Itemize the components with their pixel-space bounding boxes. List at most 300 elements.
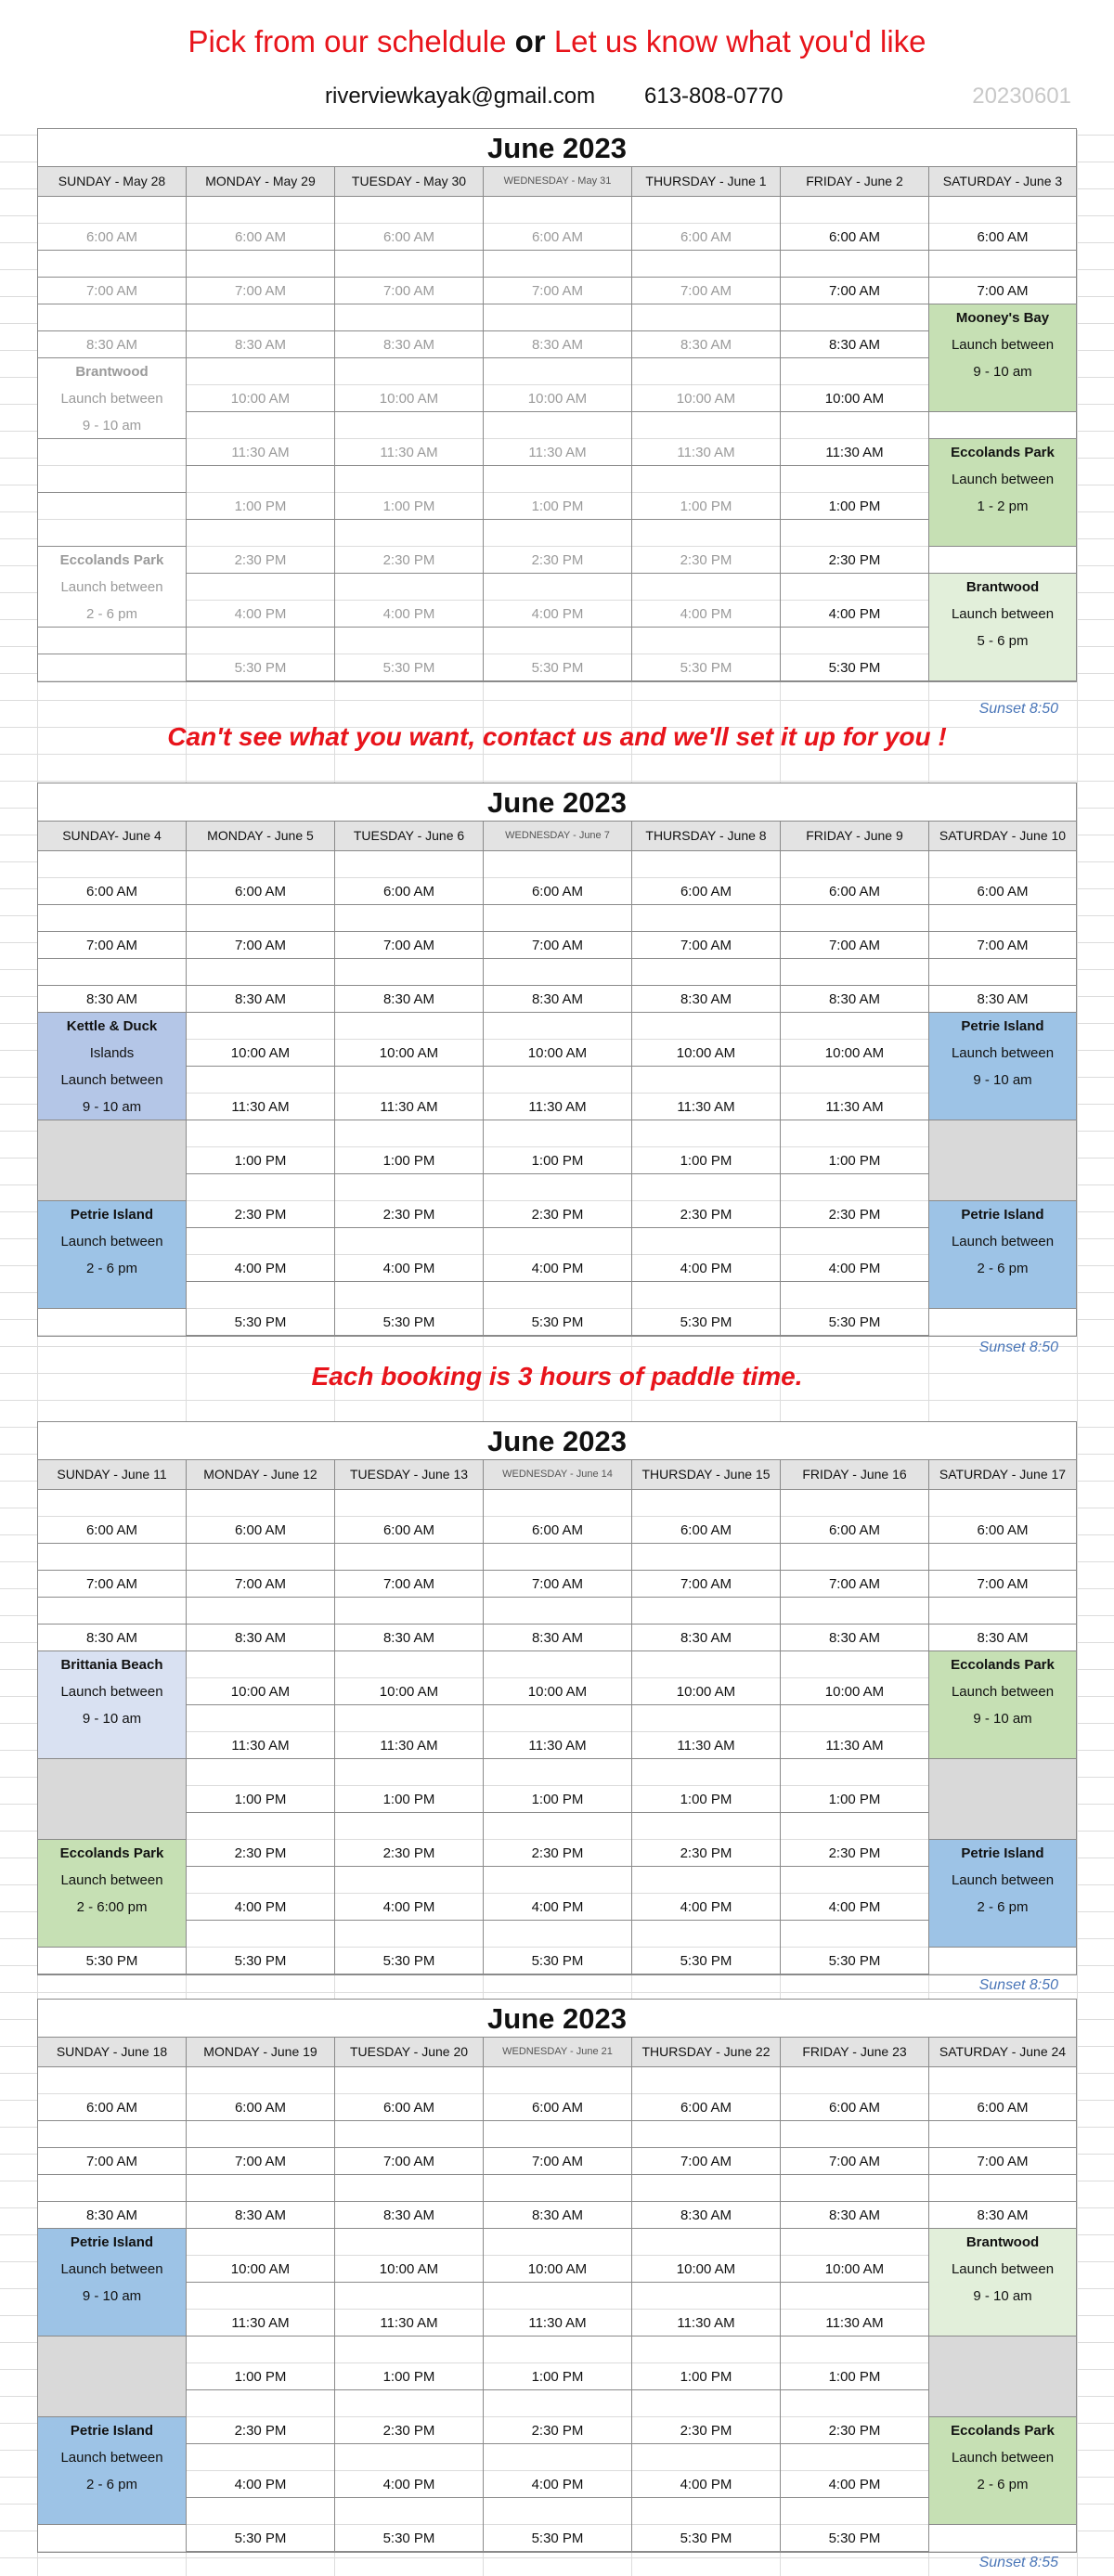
time-slot: 4:00 PM (781, 1894, 928, 1921)
time-slot: 7:00 AM (781, 932, 928, 959)
empty-cell (335, 1067, 483, 1094)
time-slot: 1:00 PM (484, 1786, 631, 1813)
time-slot: 7:00 AM (484, 278, 631, 304)
empty-cell (781, 1759, 928, 1786)
empty-cell (929, 2175, 1076, 2202)
time-slot: 8:30 AM (187, 1625, 334, 1651)
time-slot: 8:30 AM (187, 986, 334, 1013)
day-column-friday-june-2 (781, 167, 929, 681)
empty-cell (335, 412, 483, 439)
time-slot: 2:30 PM (484, 1840, 631, 1867)
time-slot: 4:00 PM (335, 601, 483, 628)
tour-slot[interactable] (38, 547, 186, 628)
empty-cell (38, 1309, 186, 1336)
day-column-saturday-june-3 (929, 167, 1076, 681)
empty-cell (929, 1490, 1076, 1517)
empty-cell (632, 1921, 780, 1948)
time-slot: 5:30 PM (335, 654, 483, 681)
tour-slot[interactable] (38, 1840, 186, 1948)
time-slot: 10:00 AM (187, 1678, 334, 1705)
empty-cell (38, 520, 186, 547)
time-slot: 8:30 AM (38, 2202, 186, 2229)
empty-cell (781, 520, 928, 547)
time-slot: 8:30 AM (187, 331, 334, 358)
tour-detail: Launch between (951, 606, 1055, 622)
empty-cell (335, 358, 483, 385)
tour-slot[interactable] (929, 2229, 1076, 2337)
tour-slot[interactable] (929, 1840, 1076, 1948)
time-slot: 7:00 AM (632, 932, 780, 959)
empty-cell (187, 2498, 334, 2525)
empty-cell (335, 959, 483, 986)
time-slot: 8:30 AM (335, 331, 483, 358)
time-slot: 5:30 PM (335, 1309, 483, 1336)
empty-cell (632, 197, 780, 224)
empty-cell (38, 1598, 186, 1625)
empty-cell (781, 304, 928, 331)
day-header: FRIDAY - June 9 (781, 822, 928, 851)
tour-location: Petrie Island (70, 2423, 154, 2439)
time-slot: 7:00 AM (929, 278, 1076, 304)
day-header: TUESDAY - June 6 (335, 822, 483, 851)
time-slot: 8:30 AM (781, 331, 928, 358)
time-slot: 8:30 AM (484, 331, 631, 358)
tour-location: Eccolands Park (59, 552, 164, 568)
empty-cell (632, 1867, 780, 1894)
empty-cell (187, 1544, 334, 1571)
empty-cell (484, 358, 631, 385)
time-slot: 7:00 AM (335, 932, 483, 959)
time-slot: 11:30 AM (484, 1732, 631, 1759)
tour-location: Eccolands Park (951, 1657, 1055, 1673)
tour-slot[interactable] (38, 358, 186, 439)
empty-cell (187, 1174, 334, 1201)
empty-cell (335, 1282, 483, 1309)
empty-cell (38, 304, 186, 331)
empty-cell (187, 1120, 334, 1147)
time-slot: 11:30 AM (335, 1094, 483, 1120)
time-slot: 10:00 AM (781, 1678, 928, 1705)
empty-cell (632, 1013, 780, 1040)
time-slot: 2:30 PM (187, 1840, 334, 1867)
empty-cell (632, 959, 780, 986)
empty-cell (781, 466, 928, 493)
empty-cell (632, 520, 780, 547)
day-column-wednesday-may-31 (484, 167, 632, 681)
headline-or: or (514, 24, 546, 58)
tour-detail: 2 - 6 pm (85, 1261, 138, 1276)
time-slot: 4:00 PM (335, 1255, 483, 1282)
tour-detail: 2 - 6 pm (85, 606, 138, 622)
empty-cell (781, 2390, 928, 2417)
time-slot: 2:30 PM (781, 2417, 928, 2444)
empty-cell (335, 197, 483, 224)
day-column-tuesday-june-6 (335, 822, 484, 1336)
empty-cell (484, 412, 631, 439)
tour-slot[interactable] (929, 2417, 1076, 2525)
time-slot: 5:30 PM (484, 2525, 631, 2552)
empty-cell (187, 466, 334, 493)
empty-cell (632, 2175, 780, 2202)
day-header: SATURDAY - June 10 (929, 822, 1076, 851)
time-slot: 5:30 PM (38, 1948, 186, 1974)
tour-slot[interactable] (38, 1651, 186, 1759)
time-slot: 8:30 AM (929, 1625, 1076, 1651)
empty-cell (335, 2337, 483, 2363)
tour-detail: Launch between (951, 472, 1055, 487)
empty-cell (187, 1282, 334, 1309)
sunset-label-2: Sunset 8:50 (978, 1340, 1058, 1355)
time-slot: 4:00 PM (632, 2471, 780, 2498)
empty-cell (38, 251, 186, 278)
time-slot: 8:30 AM (38, 331, 186, 358)
tour-slot[interactable] (38, 2417, 186, 2525)
time-slot: 11:30 AM (781, 1732, 928, 1759)
empty-cell (929, 1309, 1076, 1336)
day-column-monday-june-5 (187, 822, 335, 1336)
day-column-thursday-june-22 (632, 2038, 781, 2552)
empty-cell (187, 2175, 334, 2202)
time-slot: 6:00 AM (38, 224, 186, 251)
empty-cell (929, 412, 1076, 439)
time-slot: 4:00 PM (187, 1894, 334, 1921)
empty-cell (632, 1813, 780, 1840)
time-slot: 6:00 AM (38, 1517, 186, 1544)
time-slot: 6:00 AM (335, 224, 483, 251)
week-title: June 2023 (38, 2000, 1076, 2038)
tour-slot[interactable] (929, 574, 1076, 681)
empty-cell (335, 1120, 483, 1147)
empty-cell (335, 1921, 483, 1948)
tour-detail: 9 - 10 am (82, 1099, 142, 1115)
empty-cell (781, 1013, 928, 1040)
tour-location: Eccolands Park (59, 1845, 164, 1861)
headline (0, 24, 1114, 59)
empty-cell (38, 959, 186, 986)
tour-slot[interactable] (38, 1013, 186, 1120)
time-slot: 6:00 AM (781, 878, 928, 905)
empty-cell (929, 2067, 1076, 2094)
time-slot: 7:00 AM (781, 1571, 928, 1598)
time-slot: 8:30 AM (38, 1625, 186, 1651)
time-slot: 1:00 PM (632, 2363, 780, 2390)
sunset-label-4: Sunset 8:55 (978, 2555, 1058, 2570)
time-slot: 1:00 PM (781, 1786, 928, 1813)
time-slot: 7:00 AM (632, 1571, 780, 1598)
time-slot: 7:00 AM (187, 1571, 334, 1598)
empty-cell (187, 197, 334, 224)
time-slot: 7:00 AM (484, 1571, 631, 1598)
time-slot: 7:00 AM (38, 932, 186, 959)
empty-cell (929, 197, 1076, 224)
day-header: TUESDAY - June 20 (335, 2038, 483, 2067)
time-slot: 4:00 PM (187, 1255, 334, 1282)
week-title: June 2023 (38, 129, 1076, 167)
tour-location: Brantwood (965, 579, 1040, 595)
sunset-label-3: Sunset 8:50 (978, 1977, 1058, 1993)
time-slot: 6:00 AM (781, 2094, 928, 2121)
empty-cell (335, 1759, 483, 1786)
tour-slot[interactable] (929, 304, 1076, 412)
day-column-friday-june-23 (781, 2038, 929, 2552)
empty-cell (335, 2121, 483, 2148)
empty-cell (187, 1867, 334, 1894)
day-column-monday-june-19 (187, 2038, 335, 2552)
time-slot: 7:00 AM (929, 932, 1076, 959)
day-header: SUNDAY - May 28 (38, 167, 186, 197)
tour-slot[interactable] (929, 439, 1076, 547)
empty-cell (38, 2121, 186, 2148)
contact-phone[interactable]: 613-808-0770 (644, 84, 784, 109)
time-slot: 6:00 AM (781, 1517, 928, 1544)
tour-location: Brantwood (75, 364, 149, 380)
unavailable-slot (929, 2337, 1076, 2417)
empty-cell (335, 628, 483, 654)
time-slot: 2:30 PM (484, 1201, 631, 1228)
day-header: MONDAY - May 29 (187, 167, 334, 197)
empty-cell (335, 1228, 483, 1255)
empty-cell (187, 2283, 334, 2310)
time-slot: 10:00 AM (335, 385, 483, 412)
empty-cell (632, 1544, 780, 1571)
empty-cell (187, 1490, 334, 1517)
time-slot: 6:00 AM (781, 224, 928, 251)
tour-detail: 1 - 2 pm (977, 498, 1029, 514)
day-column-tuesday-june-20 (335, 2038, 484, 2552)
time-slot: 6:00 AM (484, 878, 631, 905)
time-slot: 7:00 AM (484, 2148, 631, 2175)
week-calendar-1 (37, 128, 1077, 682)
time-slot: 11:30 AM (632, 1094, 780, 1120)
time-slot: 5:30 PM (632, 2525, 780, 2552)
time-slot: 1:00 PM (632, 1786, 780, 1813)
tour-slot[interactable] (38, 1201, 186, 1309)
empty-cell (632, 905, 780, 932)
tour-detail: Launch between (60, 1072, 163, 1088)
time-slot: 10:00 AM (335, 2256, 483, 2283)
tour-location: Petrie Island (961, 1845, 1044, 1861)
empty-cell (335, 1174, 483, 1201)
empty-cell (484, 1813, 631, 1840)
time-slot: 6:00 AM (632, 878, 780, 905)
empty-cell (335, 2498, 483, 2525)
empty-cell (632, 851, 780, 878)
empty-cell (929, 1598, 1076, 1625)
time-slot: 5:30 PM (632, 1948, 780, 1974)
empty-cell (187, 1651, 334, 1678)
time-slot: 5:30 PM (335, 1948, 483, 1974)
time-slot: 6:00 AM (484, 2094, 631, 2121)
empty-cell (187, 412, 334, 439)
day-column-wednesday-june-14 (484, 1460, 632, 1974)
empty-cell (781, 1921, 928, 1948)
empty-cell (781, 1544, 928, 1571)
time-slot: 5:30 PM (187, 1948, 334, 1974)
time-slot: 11:30 AM (484, 439, 631, 466)
empty-cell (38, 628, 186, 654)
day-column-thursday-june-1 (632, 167, 781, 681)
contact-email[interactable]: riverviewkayak@gmail.com (325, 84, 596, 109)
tour-slot[interactable] (929, 1013, 1076, 1120)
time-slot: 10:00 AM (335, 1040, 483, 1067)
time-slot: 8:30 AM (929, 2202, 1076, 2229)
empty-cell (781, 2121, 928, 2148)
empty-cell (187, 2067, 334, 2094)
day-header: THURSDAY - June 8 (632, 822, 780, 851)
time-slot: 7:00 AM (781, 278, 928, 304)
tour-slot[interactable] (929, 1201, 1076, 1309)
empty-cell (335, 466, 483, 493)
empty-cell (187, 1067, 334, 1094)
time-slot: 11:30 AM (187, 1732, 334, 1759)
empty-cell (781, 959, 928, 986)
page-header (0, 0, 1114, 130)
empty-cell (781, 1598, 928, 1625)
tour-detail: 9 - 10 am (82, 1711, 142, 1727)
empty-cell (484, 1759, 631, 1786)
tour-detail: 9 - 10 am (973, 1711, 1032, 1727)
day-column-wednesday-june-7 (484, 822, 632, 1336)
tour-detail: 2 - 6:00 pm (76, 1899, 148, 1915)
week-columns (38, 822, 1076, 1336)
tour-detail: 2 - 6 pm (977, 1261, 1029, 1276)
empty-cell (484, 304, 631, 331)
day-column-friday-june-9 (781, 822, 929, 1336)
empty-cell (484, 1490, 631, 1517)
day-header: SATURDAY - June 24 (929, 2038, 1076, 2067)
time-slot: 10:00 AM (632, 1678, 780, 1705)
day-header: SATURDAY - June 17 (929, 1460, 1076, 1490)
empty-cell (187, 2229, 334, 2256)
time-slot: 6:00 AM (632, 224, 780, 251)
tour-location: Petrie Island (961, 1207, 1044, 1223)
empty-cell (484, 1228, 631, 1255)
empty-cell (781, 2229, 928, 2256)
tour-detail: Launch between (60, 391, 163, 407)
empty-cell (335, 2283, 483, 2310)
empty-cell (484, 1067, 631, 1094)
tour-detail: 2 - 6 pm (977, 2477, 1029, 2492)
time-slot: 11:30 AM (335, 1732, 483, 1759)
tour-location: Petrie Island (961, 1018, 1044, 1034)
week-title: June 2023 (38, 783, 1076, 822)
empty-cell (484, 2067, 631, 2094)
empty-cell (632, 2498, 780, 2525)
time-slot: 2:30 PM (781, 547, 928, 574)
time-slot: 6:00 AM (929, 878, 1076, 905)
time-slot: 8:30 AM (781, 1625, 928, 1651)
day-column-sunday-june-18 (38, 2038, 187, 2552)
tour-slot[interactable] (929, 1651, 1076, 1759)
tour-detail: 2 - 6 pm (977, 1899, 1029, 1915)
day-column-monday-june-12 (187, 1460, 335, 1974)
time-slot: 2:30 PM (187, 2417, 334, 2444)
headline-part-2: Let us know what you'd like (553, 24, 926, 58)
unavailable-slot (38, 1120, 186, 1201)
empty-cell (187, 851, 334, 878)
time-slot: 6:00 AM (632, 2094, 780, 2121)
empty-cell (484, 197, 631, 224)
tour-detail: 9 - 10 am (82, 2288, 142, 2304)
tour-location: Mooney's Bay (955, 310, 1050, 326)
time-slot: 1:00 PM (187, 2363, 334, 2390)
time-slot: 11:30 AM (187, 439, 334, 466)
empty-cell (335, 1867, 483, 1894)
time-slot: 11:30 AM (781, 439, 928, 466)
empty-cell (632, 2390, 780, 2417)
empty-cell (632, 251, 780, 278)
empty-cell (484, 1013, 631, 1040)
empty-cell (781, 1067, 928, 1094)
day-header: SUNDAY - June 11 (38, 1460, 186, 1490)
empty-cell (781, 1228, 928, 1255)
empty-cell (335, 1813, 483, 1840)
empty-cell (335, 2390, 483, 2417)
empty-cell (187, 959, 334, 986)
time-slot: 11:30 AM (781, 1094, 928, 1120)
empty-cell (484, 520, 631, 547)
day-header: WEDNESDAY - June 14 (484, 1460, 631, 1490)
empty-cell (335, 2067, 483, 2094)
day-header: FRIDAY - June 16 (781, 1460, 928, 1490)
time-slot: 2:30 PM (484, 547, 631, 574)
empty-cell (632, 2444, 780, 2471)
day-header: MONDAY - June 19 (187, 2038, 334, 2067)
day-column-tuesday-may-30 (335, 167, 484, 681)
time-slot: 6:00 AM (187, 878, 334, 905)
time-slot: 6:00 AM (335, 2094, 483, 2121)
empty-cell (38, 2525, 186, 2552)
empty-cell (484, 2444, 631, 2471)
empty-cell (38, 1544, 186, 1571)
empty-cell (781, 1813, 928, 1840)
day-header: WEDNESDAY - May 31 (484, 167, 631, 197)
time-slot: 4:00 PM (484, 1894, 631, 1921)
sunset-label-1: Sunset 8:50 (978, 701, 1058, 717)
time-slot: 6:00 AM (187, 224, 334, 251)
time-slot: 7:00 AM (187, 278, 334, 304)
empty-cell (335, 251, 483, 278)
tour-detail: Launch between (951, 1234, 1055, 1249)
unavailable-slot (929, 1759, 1076, 1840)
day-header: TUESDAY - June 13 (335, 1460, 483, 1490)
time-slot: 10:00 AM (484, 385, 631, 412)
empty-cell (335, 2175, 483, 2202)
unavailable-slot (929, 1120, 1076, 1201)
time-slot: 2:30 PM (632, 547, 780, 574)
time-slot: 8:30 AM (781, 2202, 928, 2229)
empty-cell (929, 2121, 1076, 2148)
empty-cell (632, 2121, 780, 2148)
time-slot: 5:30 PM (335, 2525, 483, 2552)
empty-cell (632, 466, 780, 493)
empty-cell (929, 1948, 1076, 1974)
time-slot: 5:30 PM (484, 654, 631, 681)
time-slot: 5:30 PM (632, 654, 780, 681)
tour-detail: Launch between (60, 1234, 163, 1249)
empty-cell (335, 851, 483, 878)
tour-slot[interactable] (38, 2229, 186, 2337)
time-slot: 4:00 PM (335, 1894, 483, 1921)
empty-cell (484, 1174, 631, 1201)
time-slot: 8:30 AM (335, 1625, 483, 1651)
empty-cell (632, 304, 780, 331)
day-column-thursday-june-15 (632, 1460, 781, 1974)
time-slot: 7:00 AM (632, 278, 780, 304)
time-slot: 4:00 PM (632, 1894, 780, 1921)
empty-cell (38, 466, 186, 493)
tour-location: Brittania Beach (60, 1657, 163, 1673)
